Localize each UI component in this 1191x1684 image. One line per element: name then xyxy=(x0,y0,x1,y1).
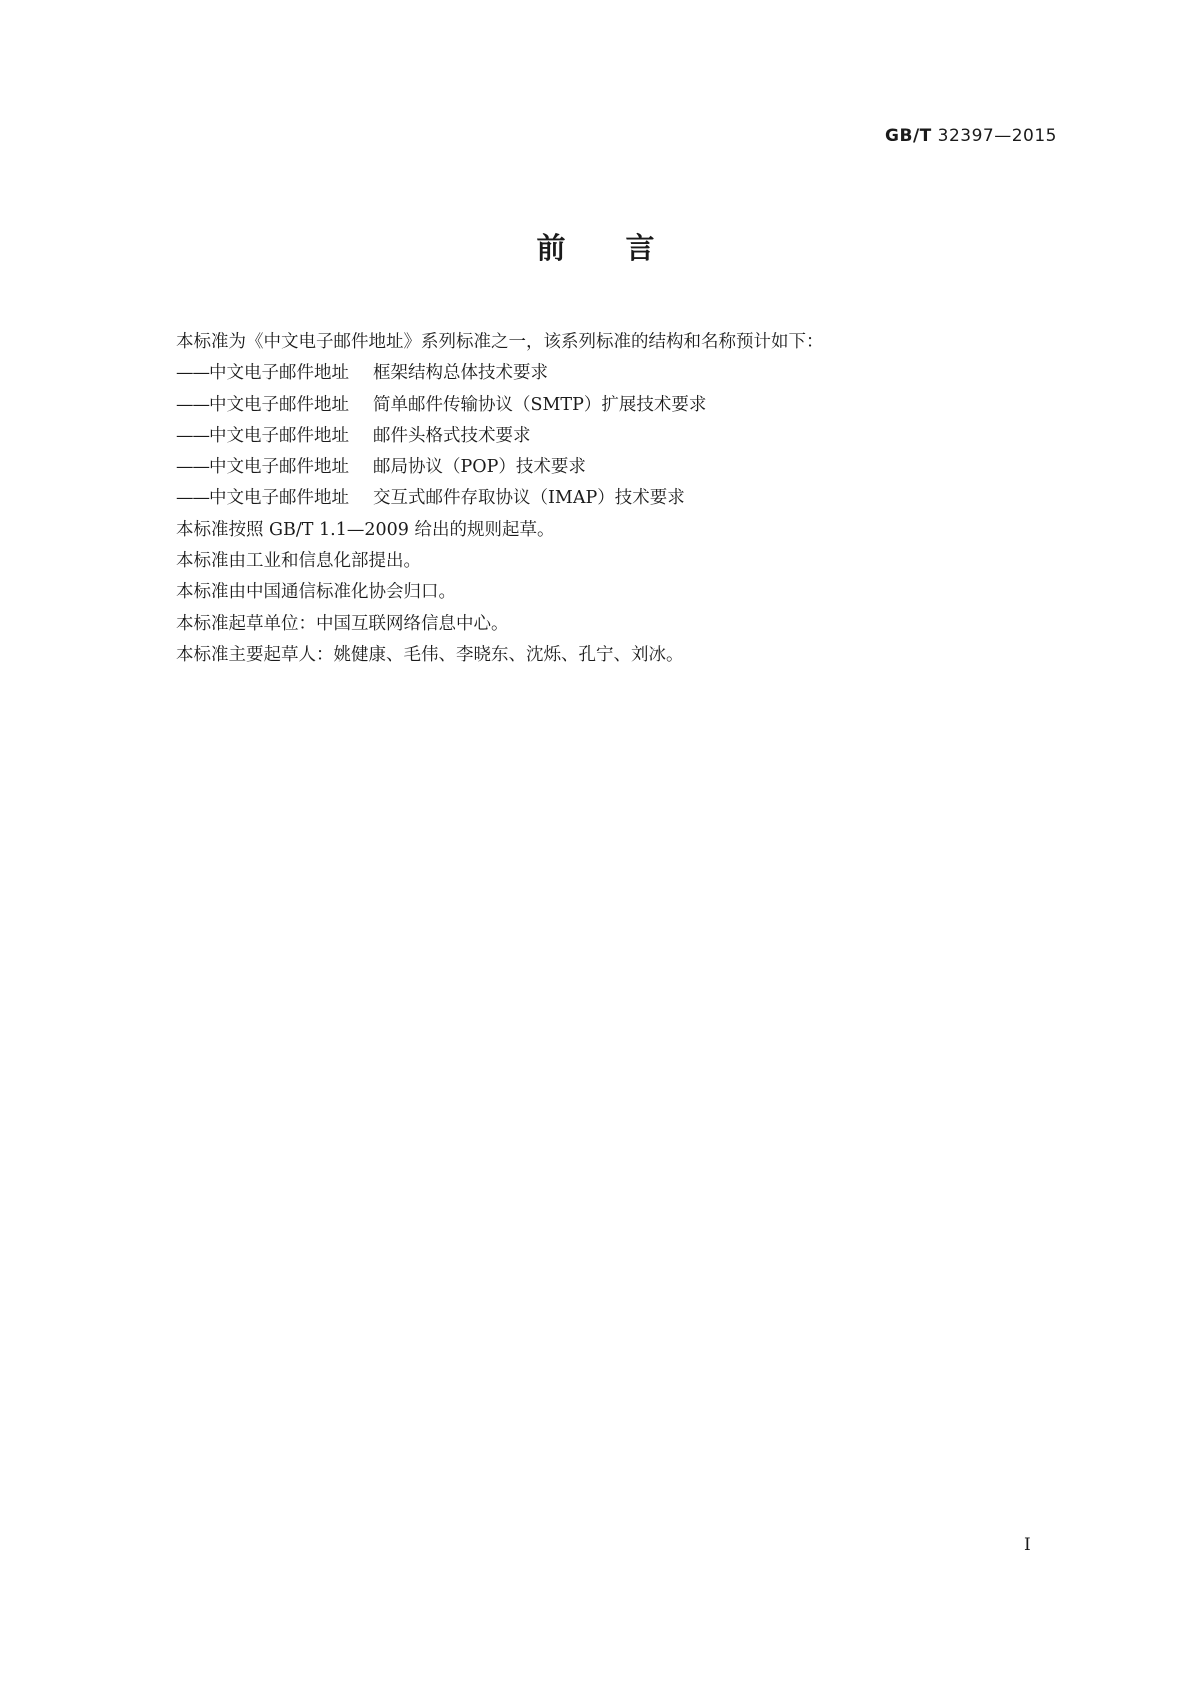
series-group-name: 中文电子邮件地址 xyxy=(209,363,349,384)
series-part-name: 简单邮件传输协议（SMTP）扩展技术要求 xyxy=(373,394,707,415)
series-item xyxy=(176,421,1036,452)
series-group-name: 中文电子邮件地址 xyxy=(209,394,349,415)
drafters-statement: 本标准主要起草人：姚健康、毛伟、李晓东、沈烁、孔宁、刘冰。 xyxy=(176,644,684,665)
list-dash: —— xyxy=(176,457,209,478)
list-dash: —— xyxy=(176,394,209,415)
intro-paragraph: 本标准为《中文电子邮件地址》系列标准之一，该系列标准的结构和名称预计如下： xyxy=(176,332,824,352)
series-group-name: 中文电子邮件地址 xyxy=(209,425,349,446)
list-dash: —— xyxy=(176,488,209,509)
series-group-name: 中文电子邮件地址 xyxy=(209,488,349,509)
series-group-name: 中文电子邮件地址 xyxy=(209,457,349,478)
drafting-organization-statement: 本标准起草单位：中国互联网络信息中心。 xyxy=(176,613,509,634)
series-item xyxy=(176,390,1036,421)
proposer-statement: 本标准由工业和信息化部提出。 xyxy=(176,551,421,572)
series-item xyxy=(176,358,1036,389)
page-number: I xyxy=(1024,1535,1031,1555)
series-part-name: 邮件头格式技术要求 xyxy=(373,425,531,446)
standard-number: 32397—2015 xyxy=(937,126,1057,146)
page-title: 前言 xyxy=(536,231,715,265)
administration-statement: 本标准由中国通信标准化协会归口。 xyxy=(176,582,456,603)
series-part-name: 交互式邮件存取协议（IMAP）技术要求 xyxy=(373,488,685,509)
series-item xyxy=(176,483,1036,514)
series-part-name: 邮局协议（POP）技术要求 xyxy=(373,457,586,478)
list-dash: —— xyxy=(176,425,209,446)
foreword-body xyxy=(176,327,1036,671)
standard-code xyxy=(885,126,1057,146)
list-dash: —— xyxy=(176,363,209,384)
standard-prefix: GB/T xyxy=(885,126,932,146)
series-item xyxy=(176,452,1036,483)
series-part-name: 框架结构总体技术要求 xyxy=(373,363,548,384)
drafting-rules-statement: 本标准按照 GB/T 1.1—2009 给出的规则起草。 xyxy=(176,519,555,540)
